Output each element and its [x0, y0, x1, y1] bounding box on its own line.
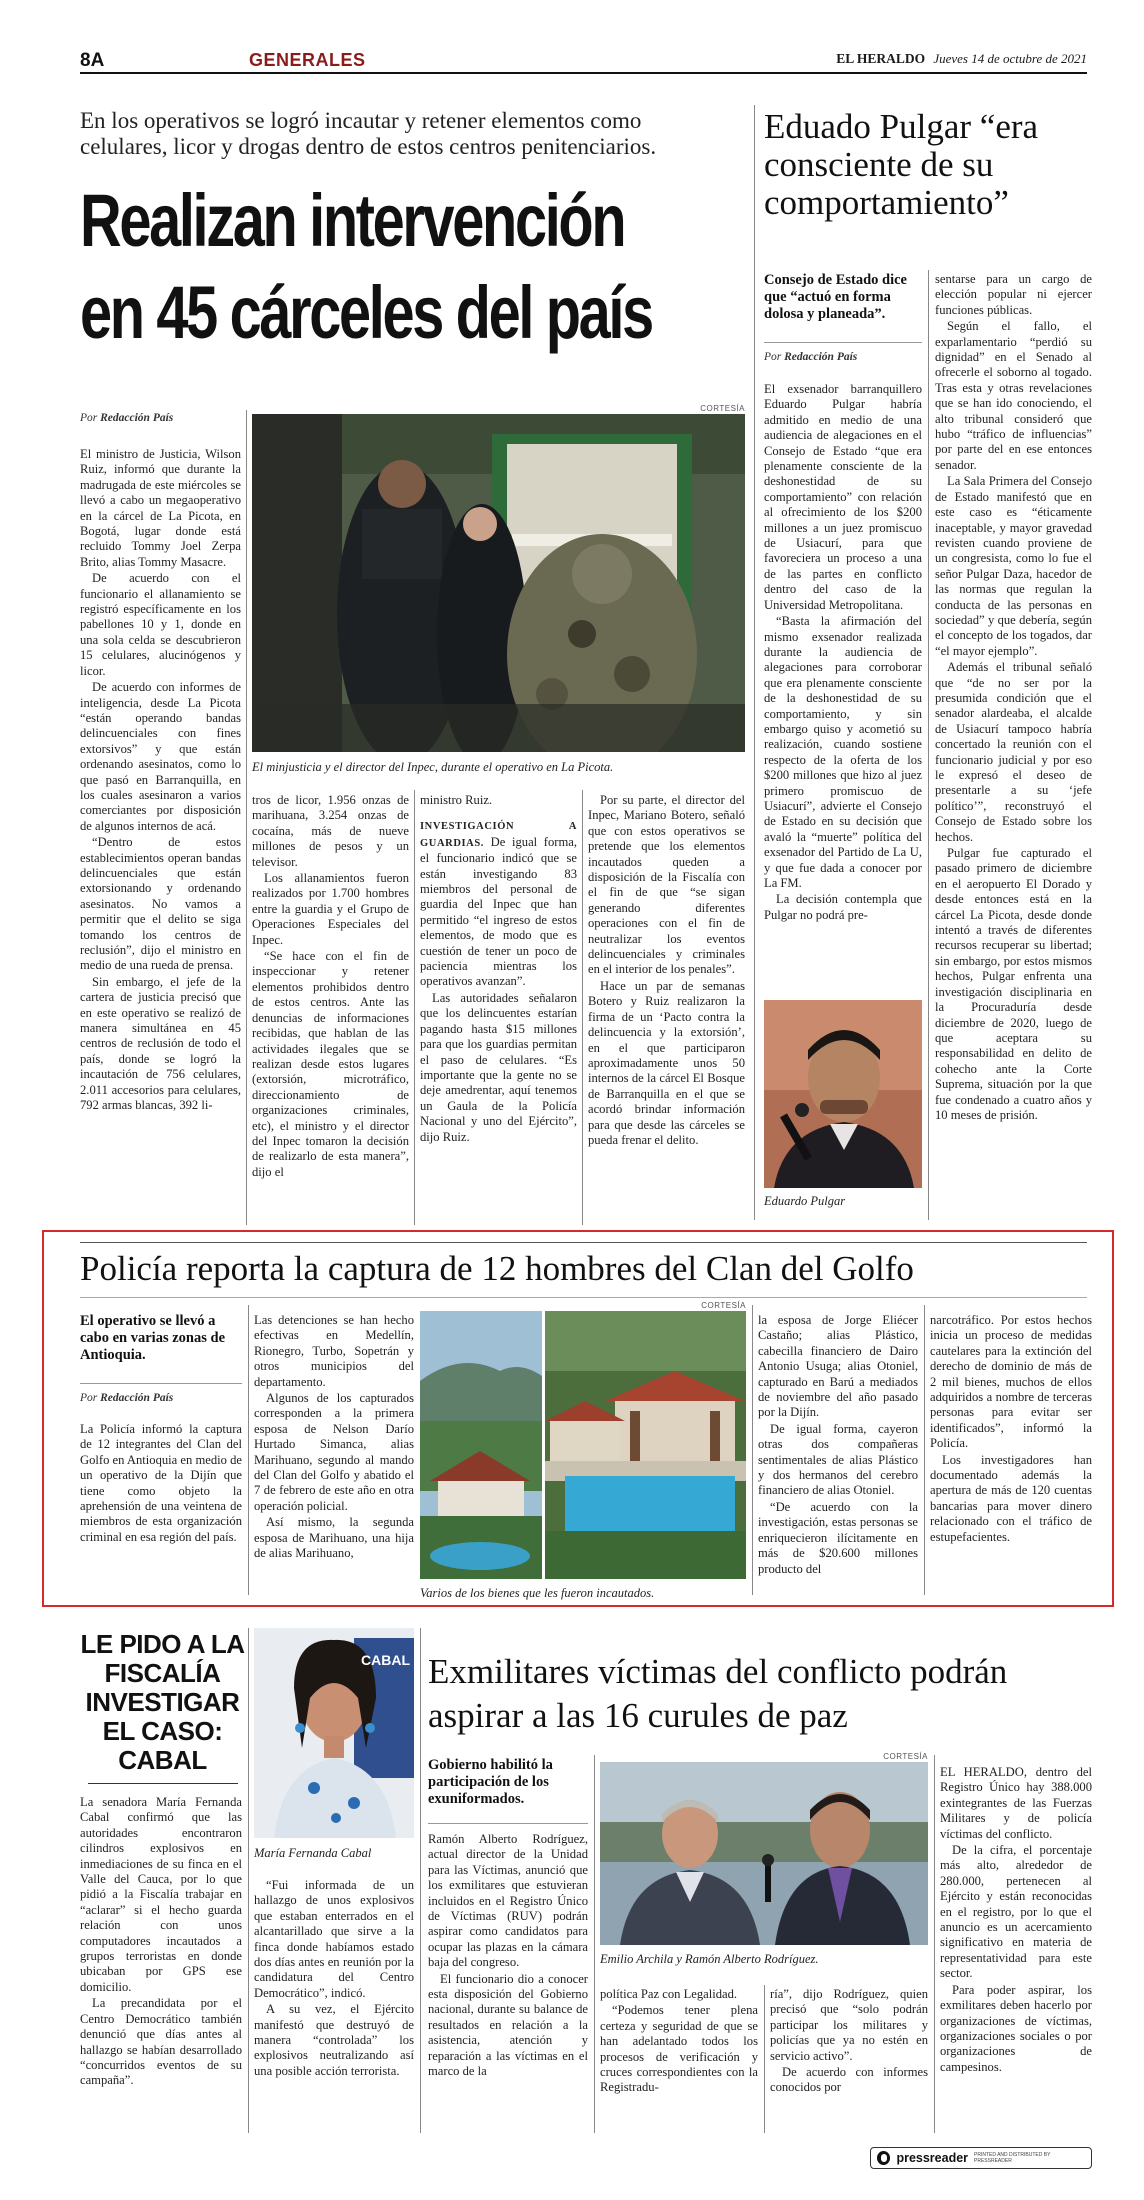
paragraph: Para poder aspirar, los exmilitares deben hacerlo por organizaciones de víctimas, organizaciones sociales o por organizaciones de campesinos. [940, 1982, 1092, 2074]
paragraph: El funcionario dio a conocer esta disposición del Gobierno nacional, durante su balance de resultados en relación a la asistencia, atención y reparación a las víctimas en el marco de la [428, 1971, 588, 2079]
column-rule [414, 790, 415, 1225]
clan-byline [80, 1383, 242, 1404]
paragraph: De acuerdo con informes de inteligencia, desde La Picota “están operando bandas delincuenciales con fines extorsivos” y que están ordenando asesinatos, como lo que pasó en Barranquilla, en los cuales asesinaron a varios comerciantes por disposición de algunos internos de acá. [80, 680, 241, 833]
exmil-col1 [428, 1832, 588, 2081]
clan-col2 [254, 1313, 414, 1563]
issue-date: Jueves 14 de octubre de 2021 [933, 51, 1087, 66]
paragraph: ría”, dijo Rodríguez, quien precisó que “solo podrán participar los militares y policías que ya no estén en servicio activo”. [770, 1987, 928, 2063]
paragraph: El ministro de Justicia, Wilson Ruiz, informó que durante la madrugada de este miércoles se llevó a cabo un megaoperativo en la cárcel de La Picota, en Bogotá, lugar donde está recluido Tommy Joel Zerpa Brito, alias Tommy Masacre. [80, 447, 241, 569]
paragraph: sentarse para un cargo de elección popular ni ejercer funciones públicas. [935, 272, 1092, 317]
main-col2 [252, 793, 409, 1181]
paragraph: Así mismo, la segunda esposa de Marihuano, una hija de alias Marihuano, [254, 1515, 414, 1561]
clan-photo-caption: Varios de los bienes que les fueron incautados. [420, 1586, 655, 1600]
exmil-deck: Gobierno habilitó la participación de los exuniformados. [428, 1757, 553, 1807]
photo-credit: CORTESÍA [700, 404, 745, 413]
main-headline [80, 175, 652, 359]
paragraph: “Se hace con el fin de inspeccionar y retener elementos prohibidos dentro de estos centros. Ante las denuncias de informaciones recibidas, que hablan de las actividades ilegales que se realizan desde estos lugares (extorsión, microtráfico, direccionamiento de organizaciones criminales, etc), el ministro y el director del Inpec tomaron la decisión de realizarlo de esta manera”, dijo el [252, 949, 409, 1179]
clan-col3 [758, 1313, 918, 1578]
paragraph: Los allanamientos fueron realizados por 1.700 hombres entre la guardia y el Grupo de Operaciones Especiales del Inpec. [252, 871, 409, 947]
column-rule [420, 1628, 421, 2133]
paragraph: EL HERALDO, dentro del Registro Único hay 388.000 exintegrantes de las Fuerzas Militares y de policía víctimas del conflicto. [940, 1765, 1092, 1841]
clan-photo-right [545, 1311, 746, 1579]
exmil-headline: Exmilitares víctimas del conflicto podrán aspirar a las 16 curules de paz [428, 1652, 1008, 1735]
exmil-photo-credit: CORTESÍA [883, 1752, 928, 1761]
paragraph: “Fui informada de un hallazgo de unos explosivos que estaban enterrados en el alcantarillado que sirve a la finca donde habíamos estado dos días antes en reunión por la candidatura del Centro Democrático”, indicó. [254, 1878, 414, 2000]
paragraph: Ramón Alberto Rodríguez, actual director de la Unidad para las Víctimas, anunció que los exmilitares que estuvieran incluidos en el Registro Único de Víctimas (RUV) podrán aspirar como candidatos para ocupar las plazas en la cámara baja del congreso. [428, 1832, 588, 1970]
paragraph: Por su parte, el director del Inpec, Mariano Botero, señaló que con estos operativos se pretende que los elementos incautados queden a disposición de la Fiscalía con el fin de que “se sigan generando diferentes operaciones con el fin de neutralizar los eventos delincuenciales y criminales en el interior de los penales”. [588, 793, 745, 977]
byline-prefix: Por [80, 1392, 98, 1404]
column-rule [752, 1305, 753, 1595]
paper-name: EL HERALDO [836, 51, 926, 66]
paragraph: política Paz con Legalidad. [600, 1987, 738, 2001]
paragraph: De igual forma, cayeron otras dos compañeras sentimentales de alias Plástico y dos hermanos del cerebro financiero de alias Otoniel. [758, 1421, 918, 1498]
paragraph: De acuerdo con informes conocidos por [770, 2065, 928, 2095]
byline-prefix: Por [80, 412, 98, 424]
paragraph: Además el tribunal señaló que “de no ser por la presumida condición que el senador alardeaba, el alcalde de Usiacurí tampoco habría concertado la reunión con el funcionario judicial y por eso le expresó el deseo de presentarle a su ‘jefe político’”, reconstruyó el Consejo de Estado sobre los hechos. [935, 660, 1092, 844]
paragraph: la esposa de Jorge Eliécer Castaño; alias Plástico, cabecilla financiero de Dairo Antonio Usuga; alias Otoniel, capturado en Barú a mediados de noviembre del año pasado por la Dijín. [758, 1313, 918, 1420]
clan-col1 [80, 1422, 242, 1546]
subhead: INVESTIGACIÓN A GUARDIAS. [420, 821, 577, 849]
column-rule [934, 1755, 935, 2133]
paragraph: Según el fallo, el exparlamentario “perdió su dignidad” en el Senado al ofrecerle el soborno al togado. Tras esta y otras revelaciones que se han ido conociendo, el alto tribunal consideró que hubo “tráfico de influencias” por parte del en ese entonces senador. [935, 319, 1092, 472]
pulgar-headline: Eduado Pulgar “era consciente de su comportamiento” [764, 107, 1039, 222]
paragraph: La decisión contempla que Pulgar no podrá pre- [764, 892, 922, 922]
exmil-photo [600, 1762, 928, 1945]
paragraph: Hace un par de semanas Botero y Ruiz realizaron la firma de un ‘Pacto contra la delincuencia y la extorsión’, en el que participaron aproximadamente unos 50 internos de la cárcel El Bosque de Barranquilla en el que se acordó brindar información para que desde las cárceles se pueda frenar el delito. [588, 978, 745, 1147]
clan-photo-credit: CORTESÍA [701, 1301, 746, 1310]
paragraph: La Policía informó la captura de 12 integrantes del Clan del Golfo en Antioquia en medio de un operativo de la Dijín que tiene como objeto la aprehensión de una veintena de miembros de esta organización criminal en esa región del país. [80, 1422, 242, 1544]
paragraph: Algunos de los capturados corresponden a la primera esposa de Nelson Darío Hurtado Simanca, alias Marihuano, segundo al mando del Clan del Golfo y abatido el 7 de febrero de este año en otra operación policial. [254, 1391, 414, 1513]
exmil-photo-caption: Emilio Archila y Ramón Alberto Rodríguez. [600, 1952, 819, 1966]
exmil-deck-rule [428, 1823, 588, 1824]
page-number: 8A [80, 50, 105, 71]
paragraph: La Sala Primera del Consejo de Estado manifestó que en este caso es “éticamente inaceptable, y mayor gravedad revisten cuando proviene de un congresista, como lo fue el señor Pulgar Daza, hacedor de las normas que regulan la conducta de las personas en sociedad” y que debería, según el concepto de los togados, dar “el mayor ejemplo”. [935, 474, 1092, 658]
paragraph: “Basta la afirmación del mismo exsenador realizada durante la audiencia de alegaciones para corroborar que era plenamente consciente de la deshonestidad de su comportamiento, y sin embargo quiso y acometió su realización, cuando sostiene respecto de la oferta de los $200 millones que hizo al juez primero promiscuo de Usiacurí”, advierte el Consejo de Estado en su decisión que avaló la “muerte” política del exsenador del Partido de La U, y que fue dada a conocer por La FM. [764, 614, 922, 890]
pressreader-fine-print: PRINTED AND DISTRIBUTED BY PRESSREADER [974, 2152, 1051, 2164]
paragraph: narcotráfico. Por estos hechos inicia un proceso de medidas cautelares para la extinción del derecho de dominio de más de 2 mil bienes, muchos de ellos adquiridos a nombre de terceras personas para evitar ser identificados”, informó la Policía. [930, 1313, 1092, 1451]
cabal-photo-sign: CABAL [361, 1652, 410, 1668]
paragraph: La precandidata por el Centro Democrático también denunció que días antes al hallazgo se habían desarrollado “concurridos eventos de su campaña”. [80, 1996, 242, 2088]
clan-top-rule [80, 1242, 1087, 1243]
exmil-col4 [940, 1765, 1092, 2076]
main-col1 [80, 447, 241, 1114]
paragraph: “Podemos tener plena certeza y seguridad de que se han adelantado todos los procesos de verificación y cruces correspondientes con la Registradu- [600, 2003, 758, 2095]
paragraph: De acuerdo con el funcionario el allanamiento se registró específicamente en los pabellones 10 y 1, donde en una sola celda se descubrieron 15 celulares, alucinógenos y licor. [80, 571, 241, 678]
exmil-col2 [600, 1987, 758, 2097]
main-col3 [420, 793, 577, 1146]
paragraph: A su vez, el Ejército manifestó que destruyó de manera “controlada” los explosivos neutralizando así una posible acción terrorista. [254, 2002, 414, 2078]
pressreader-brand: pressreader [896, 2151, 969, 2165]
column-rule-right [754, 105, 755, 1220]
column-rule [246, 410, 247, 1225]
main-headline-line1: Realizan intervención [80, 179, 625, 262]
pulgar-deck: Consejo de Estado dice que “actuó en forma dolosa y planeada”. [764, 272, 907, 322]
main-col4 [588, 793, 745, 1149]
section-label: GENERALES [249, 50, 366, 70]
cabal-rule [88, 1783, 238, 1784]
pulgar-photo [764, 1000, 922, 1188]
cabal-col1 [80, 1795, 242, 2090]
column-rule [924, 1305, 925, 1595]
paragraph: La senadora María Fernanda Cabal confirmó que las autoridades encontraron cilindros explosivos en inmediaciones de su finca en el Valle del Cauca, por lo que pidió a la Fiscalía trabajar en “aclarar” si el hecho guarda relación con unos computadores incautados a grupos terroristas en donde ubicaban por GPS ese domicilio. [80, 1795, 242, 1994]
paragraph: “De acuerdo con la investigación, estas personas se enriquecieron ilícitamente en más de $20.600 millones producto del [758, 1499, 918, 1576]
pressreader-logo-icon [877, 2151, 890, 2165]
masthead-date [836, 51, 1087, 67]
paragraph: “Dentro de estos establecimientos operan bandas delincuenciales que están extorsionando y ordenando asesinatos. No vamos a permitir que el delito se siga tomando los centros de reclusión”, dijo el ministro en medio de una rueda de prensa. [80, 835, 241, 973]
paragraph: ministro Ruiz. [420, 793, 493, 807]
column-rule [248, 1628, 249, 2133]
byline-author: Redacción País [100, 412, 174, 424]
main-photo [252, 414, 745, 752]
exmil-col3 [770, 1987, 928, 2097]
main-byline [80, 412, 250, 424]
column-rule [764, 1985, 765, 2133]
paragraph: tros de licor, 1.956 onzas de marihuana, 3.254 onzas de cocaína, más de nueve millones de pesos y un televisor. [252, 793, 409, 869]
paragraph: Pulgar fue capturado el pasado primero de diciembre en el aeropuerto El Dorado y desde entonces está en la cárcel La Picota, desde donde intentó a través de diferentes recursos recuperar su libertad; sin embargo, por estos mismos hechos, Pulgar enfrenta una investigación disciplinaria en la Procuraduría desde diciembre de 2020, luego de que aceptara su responsabilidad en delito de cohecho ante la Corte Suprema, situación por la que fue condenado a cuatro años y 10 meses de prisión. [935, 846, 1092, 1122]
clan-deck: El operativo se llevó a cabo en varias zonas de Antioquia. [80, 1313, 225, 1363]
pressreader-badge[interactable] [870, 2147, 1092, 2169]
byline-prefix: Por [764, 351, 782, 363]
column-rule [582, 790, 583, 1225]
clan-photo-left [420, 1311, 542, 1579]
byline-author: Redacción País [784, 351, 858, 363]
paragraph-text: De igual forma, el funcionario indicó que se están investigando 83 miembros del personal de guardia del Inpec que han permitido “el ingreso de estos elementos, de modo que es cuestión de tener un poco de paciencia mientras los operativos avanzan”. [420, 834, 577, 989]
pulgar-photo-caption: Eduardo Pulgar [764, 1194, 846, 1208]
clan-head-rule [80, 1297, 1087, 1298]
paragraph [420, 818, 577, 989]
paragraph: Las detenciones se han hecho efectivas en Medellín, Rionegro, Turbo, Sopetrán y otros municipios del departamento. [254, 1313, 414, 1389]
main-photo-caption: El minjusticia y el director del Inpec, durante el operativo en La Picota. [252, 760, 614, 774]
cabal-headline: LE PIDO A LA FISCALÍA INVESTIGAR EL CASO: CABAL [80, 1629, 245, 1775]
paragraph: El exsenador barranquillero Eduardo Pulgar habría admitido en medio de una audiencia de alegaciones en el Consejo de Estado “que era plenamente consciente de la deshonestidad de su comportamiento” con relación al ofrecimiento de los $200 millones a un juez promiscuo de Usiacurí, para que favoreciera un proceso a una de las partes en conflicto dentro del caso de la Universidad Metropolitana. [764, 382, 922, 612]
pulgar-col2 [935, 272, 1092, 1124]
paragraph: De la cifra, el porcentaje más alto, alrededor de 280.000, pertenecen al Ejército y están reconocidas en el registro, por lo que el anuncio es un acercamiento significativo en materia de representatividad para este sector. [940, 1843, 1092, 1981]
column-rule [248, 1305, 249, 1595]
clan-headline: Policía reporta la captura de 12 hombres del Clan del Golfo [80, 1249, 914, 1288]
cabal-photo-caption: María Fernanda Cabal [254, 1846, 372, 1860]
paragraph: Sin embargo, el jefe de la cartera de justicia precisó que en este operativo se realizó de manera simultánea en 45 centros de reclusión de todo el país, donde se logró la incautación de 756 celulares, 2.011 accesorios para celulares, 792 armas blancas, 392 li- [80, 974, 241, 1113]
header-rule [80, 72, 1087, 74]
column-rule [594, 1755, 595, 2133]
column-rule [928, 270, 929, 1220]
paragraph: Las autoridades señalaron que los delincuentes estarían pagando hasta $15 millones para que los guardias permitan el paso de celulares. “Es importante que la gente no se deje amedrentar, aquí tenemos un Gaula de la Policía Nacional y uno del Ejército”, dijo Ruiz. [420, 990, 577, 1144]
main-headline-line2: en 45 cárceles del país [80, 271, 652, 354]
pulgar-col1 [764, 382, 922, 924]
pulgar-byline [764, 342, 922, 363]
byline-author: Redacción País [100, 1392, 174, 1404]
clan-col4 [930, 1313, 1092, 1546]
paragraph: Los investigadores han documentado además la apertura de más de 120 cuentas bancarias para mover dinero relacionado con el tráfico de estupefacientes. [930, 1452, 1092, 1544]
cabal-col2 [254, 1878, 414, 2080]
main-kicker: En los operativos se logró incautar y retener elementos como celulares, licor y drogas dentro de estos centros penitenciarios. [80, 108, 657, 159]
